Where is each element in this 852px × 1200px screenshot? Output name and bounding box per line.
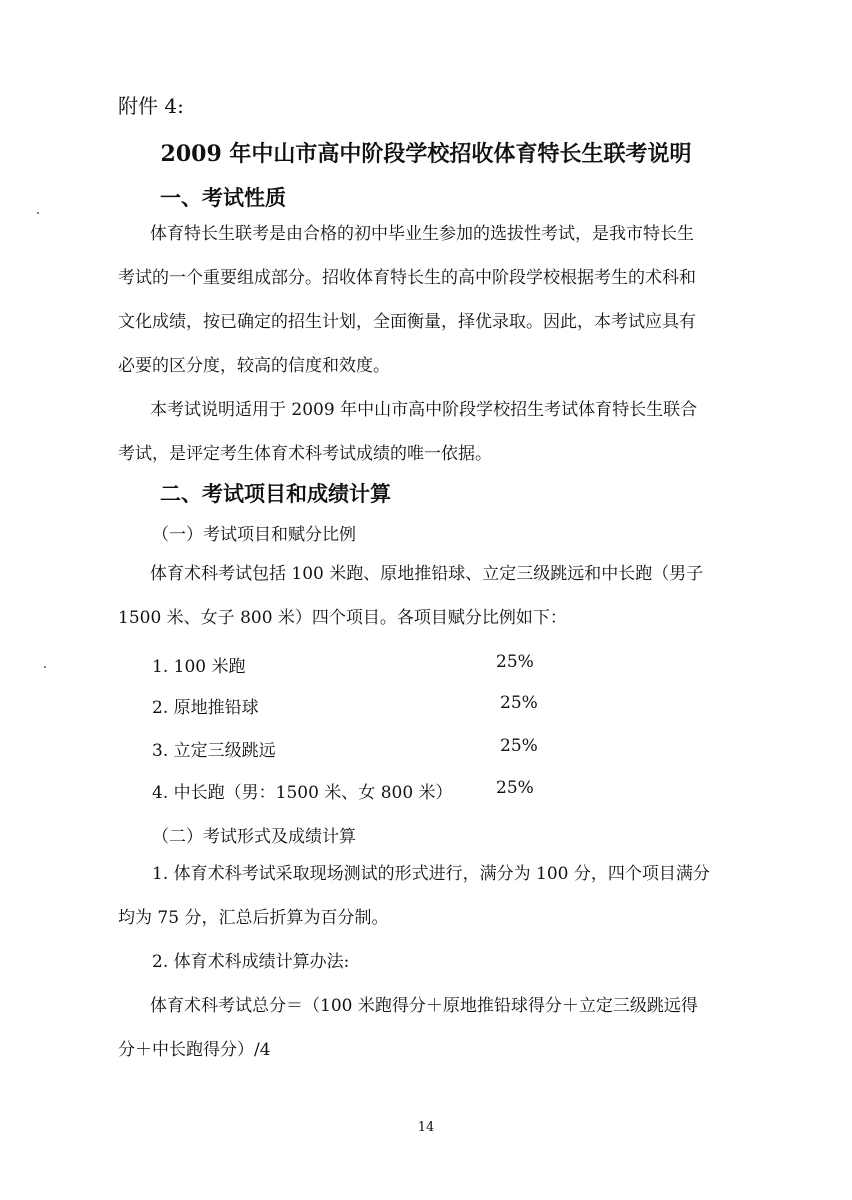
item-triplejump-label: 3. 立定三级跳远 xyxy=(152,741,276,761)
subsection1-heading: （一）考试项目和赋分比例 xyxy=(152,525,356,545)
subsection2-item1-line2: 均为 75 分，汇总后折算为百分制。 xyxy=(118,908,389,928)
item-100m-label: 1. 100 米跑 xyxy=(152,657,246,677)
subsection1-intro-line1: 体育术科考试包括 100 米跑、原地推铅球、立定三级跳远和中长跑（男子 xyxy=(150,564,704,584)
section2-heading: 二、考试项目和成绩计算 xyxy=(160,481,391,506)
section1-para1-line3: 文化成绩，按已确定的招生计划，全面衡量，择优录取。因此，本考试应具有 xyxy=(118,312,696,332)
section1-para2-line2: 考试，是评定考生体育术科考试成绩的唯一依据。 xyxy=(118,444,492,464)
subsection2-item1-line1: 1. 体育术科考试采取现场测试的形式进行，满分为 100 分，四个项目满分 xyxy=(152,864,710,884)
item-triplejump-value: 25% xyxy=(500,736,538,756)
subsection2-heading: （二）考试形式及成绩计算 xyxy=(152,827,356,847)
scan-speck xyxy=(37,212,39,214)
attachment-label: 附件 4: xyxy=(118,94,184,118)
page-number: 14 xyxy=(417,1120,435,1135)
section1-heading: 一、考试性质 xyxy=(160,185,286,210)
section1-para2-line1: 本考试说明适用于 2009 年中山市高中阶段学校招生考试体育特长生联合 xyxy=(150,400,698,420)
section1-para1-line2: 考试的一个重要组成部分。招收体育特长生的高中阶段学校根据考生的术科和 xyxy=(118,268,696,288)
item-shotput-label: 2. 原地推铅球 xyxy=(152,698,259,718)
section1-para1-line1: 体育特长生联考是由合格的初中毕业生参加的选拔性考试，是我市特长生 xyxy=(150,224,694,244)
subsection1-intro-line2: 1500 米、女子 800 米）四个项目。各项目赋分比例如下： xyxy=(118,608,567,628)
item-middledistance-value: 25% xyxy=(496,778,534,798)
item-middledistance-label: 4. 中长跑（男：1500 米、女 800 米） xyxy=(152,783,453,803)
scan-speck xyxy=(44,666,46,668)
document-title: 2009 年中山市高中阶段学校招收体育特长生联考说明 xyxy=(160,141,692,167)
item-100m-value: 25% xyxy=(496,652,534,672)
subsection2-item2: 2. 体育术科成绩计算办法: xyxy=(152,952,350,972)
section1-para1-line4: 必要的区分度，较高的信度和效度。 xyxy=(118,356,390,376)
formula-line2: 分＋中长跑得分）/4 xyxy=(118,1040,271,1060)
item-shotput-value: 25% xyxy=(500,693,538,713)
formula-line1: 体育术科考试总分＝（100 米跑得分＋原地推铅球得分＋立定三级跳远得 xyxy=(150,996,698,1016)
